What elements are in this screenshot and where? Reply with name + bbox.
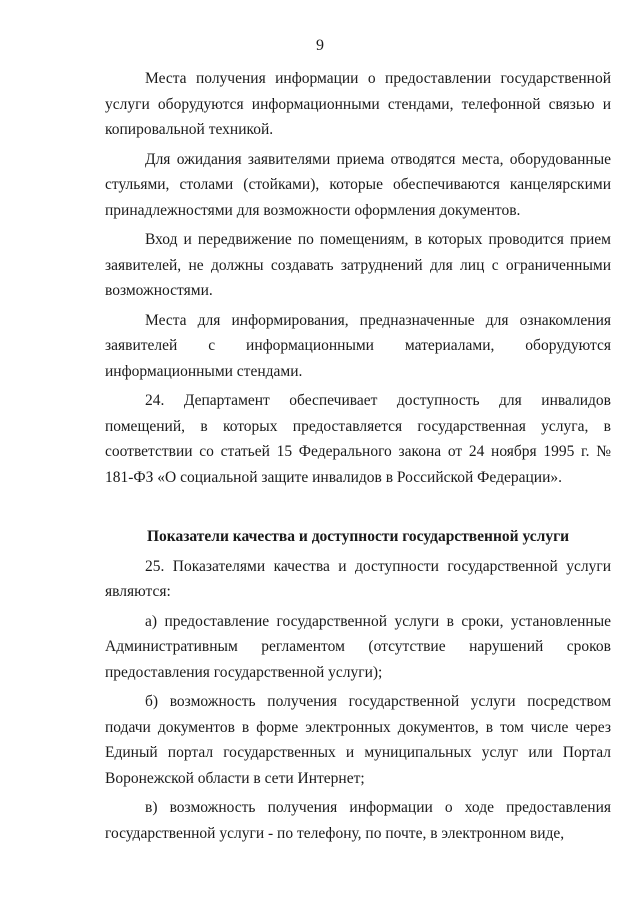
paragraph-item-24: 24. Департамент обеспечивает доступность для инвалидов помещений, в которых предоставляется государственная услуга, в соответствии со статьей 15 Федерального закона от 24 ноября 1995 г. № 181-ФЗ «О социальной защите инвалидов в Российской Федерации». xyxy=(105,392,611,486)
section-heading: Показатели качества и доступности государственной услуги xyxy=(146,528,570,545)
paragraph-item-25-b: б) возможность получения государственной услуги посредством подачи документов в форме электронных документов, в том числе через Единый портал государственных и муниципальных услуг или Портал Воронежской области в сети Интернет; xyxy=(105,693,611,787)
paragraph-informing-places: Места для информирования, предназначенные для ознакомления заявителей с информационными материалами, оборудуются информационными стендами. xyxy=(105,311,611,380)
paragraph-waiting-places: Для ожидания заявителями приема отводятся места, оборудованные стульями, столами (стойками), которые обеспечиваются канцелярскими принадлежностями для возможности оформления документов. xyxy=(105,150,611,219)
paragraph-entrance: Вход и передвижение по помещениям, в которых проводится прием заявителей, не должны создавать затруднений для лиц с ограниченными возможностями. xyxy=(105,231,611,299)
paragraph-item-25-v: в) возможность получения информации о ходе предоставления государственной услуги - по телефону, по почте, в электронном виде, xyxy=(105,799,611,842)
paragraph-info-places: Места получения информации о предоставлении государственной услуги оборудуются информационными стендами, телефонной связью и копировальной техникой. xyxy=(105,70,611,138)
document-body xyxy=(105,66,611,850)
paragraph-item-25-a: а) предоставление государственной услуги в сроки, установленные Административным регламентом (отсутствие нарушений сроков предоставления государственной услуги); xyxy=(105,612,611,681)
page-number: 9 xyxy=(316,37,324,54)
paragraph-item-25: 25. Показателями качества и доступности государственной услуги являются: xyxy=(105,557,611,600)
